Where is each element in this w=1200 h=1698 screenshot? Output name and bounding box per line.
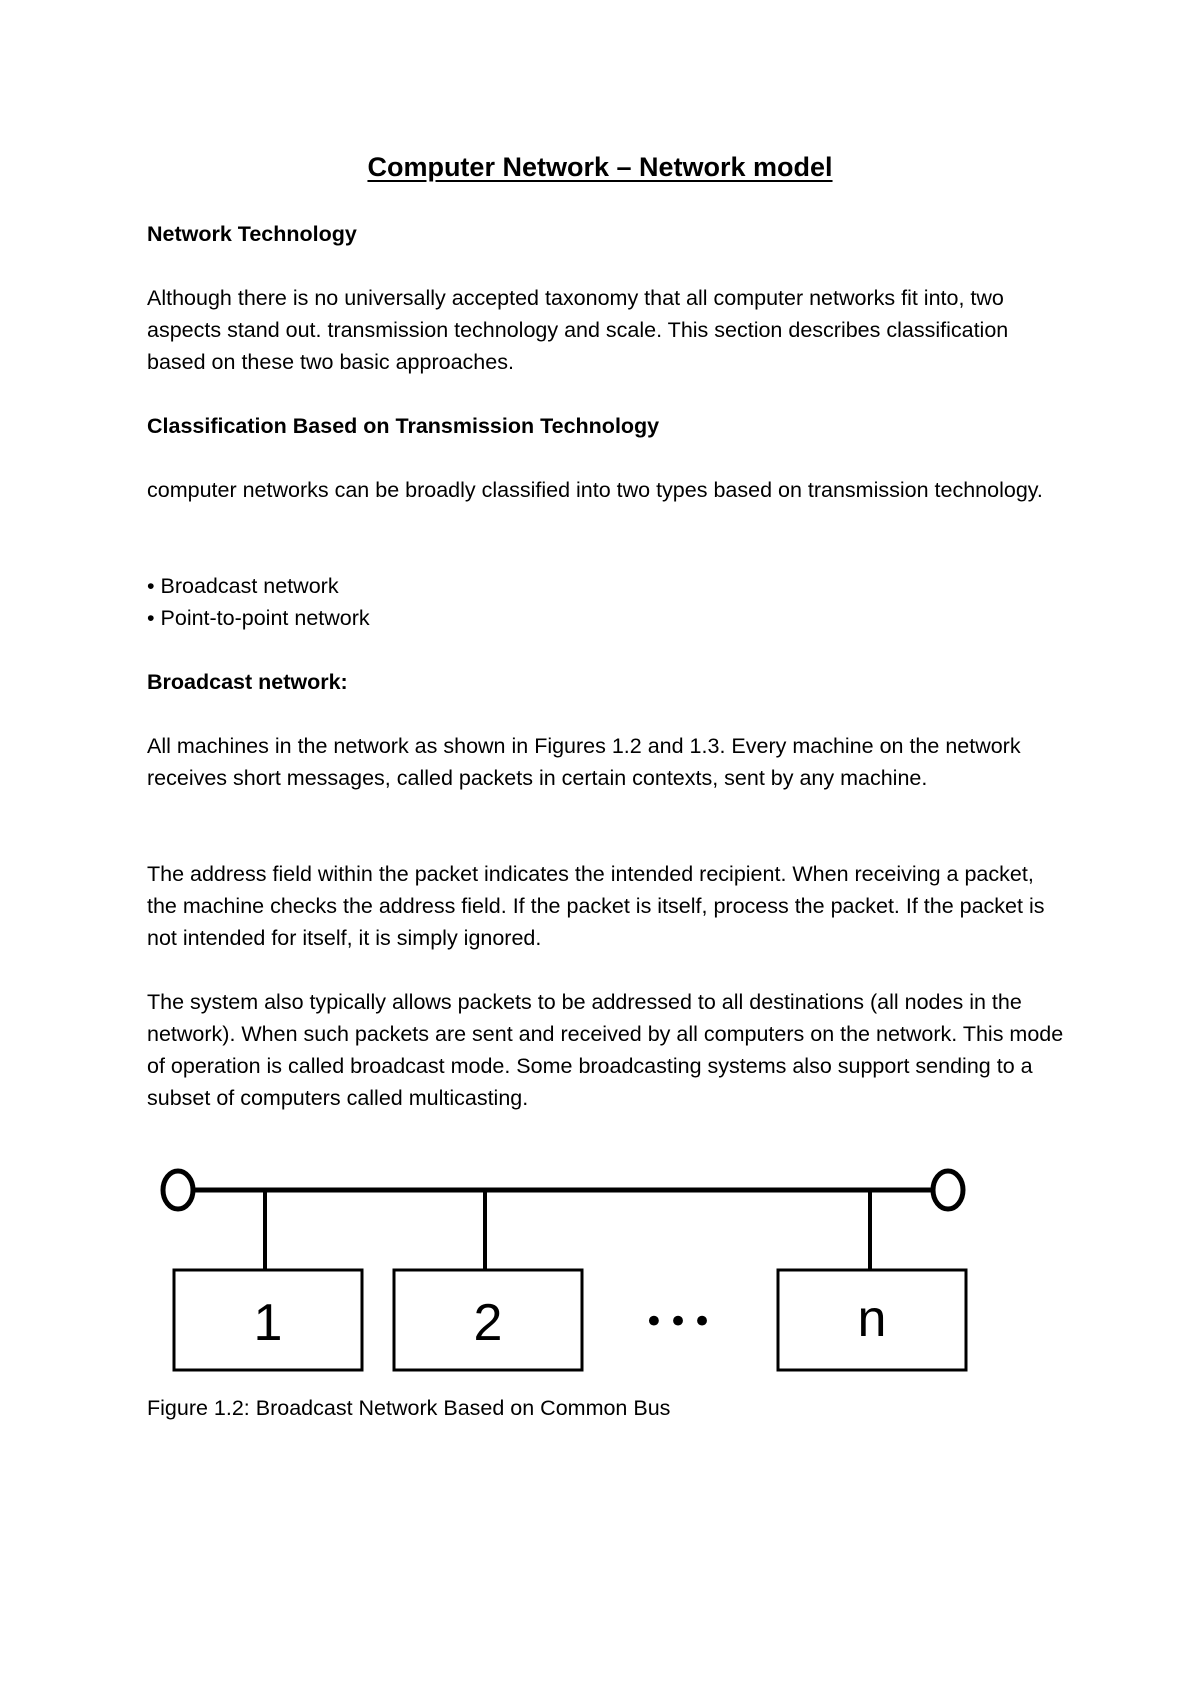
paragraph-broadcast-3: The system also typically allows packets to be addressed to all destinations (all nodes in the network). When such packets are sent and received by all computers on the network. This mode of operation is called broadcast mode. Some broadcasting systems also support sending to a subset of computers called multicasting. [147, 990, 1064, 1110]
bullet-item-point-to-point: • Point-to-point network [147, 602, 1067, 634]
paragraph-network-technology: Although there is no universally accepted taxonomy that all computer networks fit into, two aspects stand out. transmission technology and scale. This section describes classification based on these two basic approaches. [147, 286, 1009, 374]
heading-broadcast-network: Broadcast network: [147, 670, 348, 694]
page-title: Computer Network – Network model [367, 152, 833, 182]
heading-network-technology: Network Technology [147, 222, 357, 246]
paragraph-broadcast-1: All machines in the network as shown in Figures 1.2 and 1.3. Every machine on the network receives short messages, called packets in certain contexts, sent by any machine. [147, 734, 1021, 790]
bus-terminator-right [933, 1171, 963, 1209]
node-1-label: 1 [253, 1294, 283, 1352]
bullet-item-broadcast: • Broadcast network [147, 570, 1067, 602]
bus-terminator-left [163, 1171, 193, 1209]
paragraph-classification: computer networks can be broadly classified into two types based on transmission technology. [147, 478, 1043, 502]
ellipsis-dots: ••• [643, 1302, 717, 1342]
heading-classification: Classification Based on Transmission Technology [147, 414, 660, 438]
figure-common-bus-diagram [140, 1150, 980, 1390]
figure-caption: Figure 1.2: Broadcast Network Based on Common Bus [147, 1396, 671, 1420]
paragraph-broadcast-2: The address field within the packet indicates the intended recipient. When receiving a packet, the machine checks the address field. If the packet is itself, process the packet. If the packet is not intended for itself, it is simply ignored. [147, 862, 1045, 950]
node-2-label: 2 [473, 1294, 503, 1352]
node-n-label: n [857, 1290, 887, 1348]
bullet-list-network-types [147, 570, 1067, 634]
